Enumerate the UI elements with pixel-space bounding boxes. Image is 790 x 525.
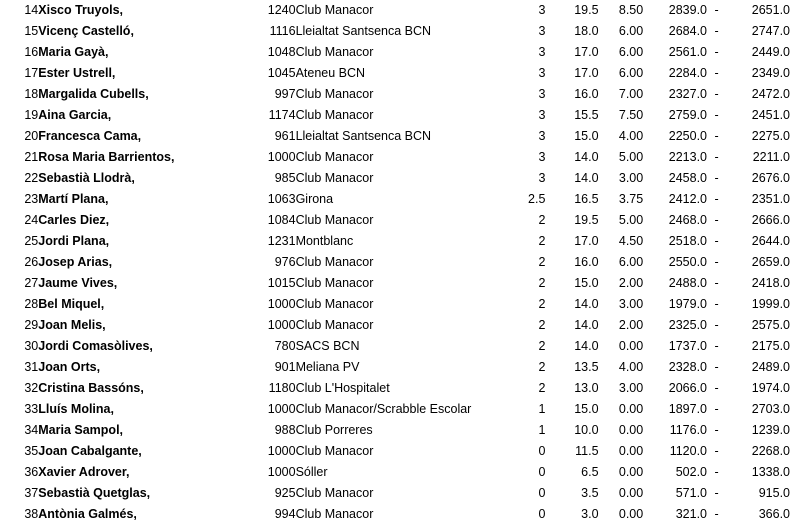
player-rank: 18: [24, 87, 39, 101]
range-dash: -: [714, 339, 719, 353]
player-points: 3: [538, 108, 546, 122]
player-points: 2: [538, 381, 546, 395]
player-spread: 19.5: [574, 213, 599, 227]
player-name: Lluís Molina,: [38, 402, 114, 416]
player-club: Club Manacor: [295, 297, 374, 311]
player-club: Girona: [295, 192, 334, 206]
player-rating: 976: [274, 255, 296, 269]
range-dash: -: [714, 507, 719, 521]
player-average: 3.00: [618, 297, 644, 311]
player-club: Montblanc: [295, 234, 354, 248]
player-rating: 901: [274, 360, 296, 374]
player-spread: 16.0: [574, 255, 599, 269]
player-points-against: 1974.0: [751, 381, 790, 395]
table-row: [0, 189, 790, 210]
player-rating: 1000: [267, 444, 296, 458]
player-points-for: 2458.0: [668, 171, 707, 185]
player-name: Carles Diez,: [38, 213, 110, 227]
player-spread: 17.0: [574, 234, 599, 248]
player-rating: 1084: [267, 213, 296, 227]
player-name: Jaume Vives,: [38, 276, 118, 290]
table-row: [0, 126, 790, 147]
player-rank: 31: [24, 360, 39, 374]
player-average: 0.00: [618, 423, 644, 437]
table-row: [0, 378, 790, 399]
player-average: 6.00: [618, 45, 644, 59]
player-points-against: 2644.0: [751, 234, 790, 248]
player-name: Cristina Bassóns,: [38, 381, 144, 395]
table-row: [0, 357, 790, 378]
player-rating: 1116: [269, 24, 296, 38]
table-row: [0, 252, 790, 273]
player-rank: 27: [24, 276, 39, 290]
player-points-against: 2275.0: [751, 129, 790, 143]
player-points-for: 502.0: [675, 465, 707, 479]
player-spread: 15.5: [574, 108, 599, 122]
player-name: Josep Arias,: [38, 255, 113, 269]
player-rank: 32: [24, 381, 39, 395]
player-name: Vicenç Castelló,: [38, 24, 134, 38]
table-row: [0, 315, 790, 336]
player-points-against: 2268.0: [751, 444, 790, 458]
player-points-against: 2703.0: [751, 402, 790, 416]
player-points-against: 2676.0: [751, 171, 790, 185]
player-points-for: 1737.0: [668, 339, 707, 353]
player-points: 3: [538, 129, 546, 143]
player-points-for: 2468.0: [668, 213, 707, 227]
player-rank: 37: [24, 486, 39, 500]
player-points-against: 2472.0: [751, 87, 790, 101]
player-rank: 29: [24, 318, 39, 332]
player-average: 3.00: [618, 381, 644, 395]
player-rank: 30: [24, 339, 39, 353]
player-points-for: 321.0: [675, 507, 707, 521]
range-dash: -: [714, 444, 719, 458]
player-rating: 1015: [267, 276, 296, 290]
player-points: 2: [538, 276, 546, 290]
player-points: 0: [538, 465, 546, 479]
player-club: Lleialtat Santsenca BCN: [295, 24, 432, 38]
player-name: Xisco Truyols,: [38, 3, 124, 17]
player-points-against: 1239.0: [751, 423, 790, 437]
player-name: Joan Cabalgante,: [38, 444, 142, 458]
player-spread: 18.0: [574, 24, 599, 38]
player-average: 0.00: [618, 339, 644, 353]
player-points-against: 2659.0: [751, 255, 790, 269]
player-points-for: 2759.0: [668, 108, 707, 122]
player-points-against: 2175.0: [751, 339, 790, 353]
player-club: Club Manacor: [295, 444, 374, 458]
range-dash: -: [714, 192, 719, 206]
table-row: [0, 105, 790, 126]
player-name: Maria Sampol,: [38, 423, 124, 437]
range-dash: -: [714, 381, 719, 395]
player-spread: 16.0: [574, 87, 599, 101]
range-dash: -: [714, 129, 719, 143]
player-name: Xavier Adrover,: [38, 465, 130, 479]
player-club: Lleialtat Santsenca BCN: [295, 129, 432, 143]
player-rank: 36: [24, 465, 39, 479]
player-club: Club Porreres: [295, 423, 373, 437]
player-points-for: 1120.0: [669, 444, 707, 458]
player-points-against: 2666.0: [751, 213, 790, 227]
player-rating: 1231: [267, 234, 296, 248]
player-average: 0.00: [618, 402, 644, 416]
player-rank: 20: [24, 129, 39, 143]
range-dash: -: [714, 3, 719, 17]
range-dash: -: [714, 360, 719, 374]
player-points: 2: [538, 213, 546, 227]
player-points-for: 2250.0: [668, 129, 707, 143]
player-average: 4.00: [618, 360, 644, 374]
range-dash: -: [714, 486, 719, 500]
table-row: [0, 483, 790, 504]
player-average: 7.50: [618, 108, 644, 122]
player-rating: 925: [274, 486, 296, 500]
range-dash: -: [714, 66, 719, 80]
player-spread: 14.0: [574, 171, 599, 185]
player-rank: 14: [24, 3, 39, 17]
player-rank: 38: [24, 507, 39, 521]
player-spread: 3.5: [581, 486, 599, 500]
player-points-against: 1999.0: [751, 297, 790, 311]
range-dash: -: [714, 171, 719, 185]
range-dash: -: [714, 213, 719, 227]
range-dash: -: [714, 423, 719, 437]
range-dash: -: [714, 234, 719, 248]
player-spread: 10.0: [574, 423, 599, 437]
table-row: [0, 294, 790, 315]
player-average: 3.00: [618, 171, 644, 185]
player-club: Club Manacor: [295, 276, 374, 290]
player-rank: 25: [24, 234, 39, 248]
player-points: 3: [538, 45, 546, 59]
player-points: 2: [538, 255, 546, 269]
player-rating: 985: [274, 171, 296, 185]
player-rating: 1174: [268, 108, 296, 122]
player-club: Club Manacor: [295, 507, 374, 521]
player-points: 1: [538, 423, 546, 437]
player-club: Club Manacor: [295, 3, 374, 17]
player-rank: 26: [24, 255, 39, 269]
range-dash: -: [714, 87, 719, 101]
player-spread: 3.0: [581, 507, 599, 521]
range-dash: -: [714, 45, 719, 59]
player-points-for: 2839.0: [668, 3, 707, 17]
player-points-for: 2327.0: [668, 87, 707, 101]
player-name: Antònia Galmés,: [38, 507, 137, 521]
player-name: Joan Orts,: [38, 360, 101, 374]
player-rating: 994: [274, 507, 296, 521]
player-spread: 19.5: [574, 3, 599, 17]
player-points: 0: [538, 444, 546, 458]
player-rating: 988: [274, 423, 296, 437]
player-rating: 1000: [267, 318, 296, 332]
player-name: Rosa Maria Barrientos,: [38, 150, 175, 164]
player-spread: 13.0: [574, 381, 599, 395]
player-points-for: 571.0: [675, 486, 707, 500]
player-club: Club Manacor: [295, 108, 374, 122]
player-name: Jordi Plana,: [38, 234, 110, 248]
player-average: 0.00: [618, 465, 644, 479]
player-average: 5.00: [618, 213, 644, 227]
table-row: [0, 462, 790, 483]
player-average: 4.00: [618, 129, 644, 143]
player-rating: 1000: [267, 402, 296, 416]
range-dash: -: [714, 276, 719, 290]
player-average: 5.00: [618, 150, 644, 164]
player-name: Aina Garcia,: [38, 108, 112, 122]
player-points-against: 2451.0: [751, 108, 790, 122]
player-spread: 14.0: [574, 297, 599, 311]
player-points: 2: [538, 339, 546, 353]
table-row: [0, 42, 790, 63]
player-points-for: 2684.0: [668, 24, 707, 38]
player-points-for: 1979.0: [668, 297, 707, 311]
table-row: [0, 0, 790, 21]
player-points-for: 1897.0: [668, 402, 707, 416]
player-points-against: 2747.0: [751, 24, 790, 38]
player-rank: 21: [24, 150, 39, 164]
player-points-against: 2489.0: [751, 360, 790, 374]
player-points-against: 915.0: [758, 486, 790, 500]
player-rank: 23: [24, 192, 39, 206]
player-points-against: 2575.0: [751, 318, 790, 332]
player-name: Martí Plana,: [38, 192, 109, 206]
player-average: 2.00: [618, 276, 644, 290]
range-dash: -: [714, 297, 719, 311]
range-dash: -: [714, 465, 719, 479]
player-rating: 1045: [267, 66, 296, 80]
range-dash: -: [714, 402, 719, 416]
player-club: Club Manacor: [295, 255, 374, 269]
table-row: [0, 147, 790, 168]
player-points: 2.5: [528, 192, 546, 206]
player-points-for: 2328.0: [668, 360, 707, 374]
player-name: Bel Miquel,: [38, 297, 105, 311]
player-rank: 15: [24, 24, 39, 38]
player-points: 3: [538, 171, 546, 185]
player-points-against: 2651.0: [751, 3, 790, 17]
player-rank: 19: [24, 108, 39, 122]
player-club: Club Manacor: [295, 171, 374, 185]
player-spread: 14.0: [574, 339, 599, 353]
player-points: 3: [538, 24, 546, 38]
player-points-for: 2066.0: [668, 381, 707, 395]
player-spread: 17.0: [574, 45, 599, 59]
table-row: [0, 210, 790, 231]
player-points-for: 2550.0: [668, 255, 707, 269]
player-points-for: 2284.0: [668, 66, 707, 80]
player-club: Ateneu BCN: [295, 66, 366, 80]
player-spread: 15.0: [574, 276, 599, 290]
player-average: 6.00: [618, 255, 644, 269]
table-row: [0, 84, 790, 105]
player-average: 0.00: [618, 507, 644, 521]
table-row: [0, 399, 790, 420]
player-points-for: 2213.0: [668, 150, 707, 164]
range-dash: -: [714, 108, 719, 122]
player-average: 2.00: [618, 318, 644, 332]
player-name: Sebastià Llodrà,: [38, 171, 135, 185]
player-rating: 961: [274, 129, 296, 143]
table-row: [0, 168, 790, 189]
player-points: 2: [538, 234, 546, 248]
player-spread: 6.5: [581, 465, 599, 479]
player-points-against: 2351.0: [751, 192, 790, 206]
player-rank: 16: [24, 45, 39, 59]
player-rank: 33: [24, 402, 39, 416]
player-rating: 1000: [267, 297, 296, 311]
player-spread: 13.5: [574, 360, 599, 374]
range-dash: -: [714, 255, 719, 269]
player-rating: 1000: [267, 465, 296, 479]
player-spread: 14.0: [574, 318, 599, 332]
table-row: [0, 63, 790, 84]
player-points: 3: [538, 66, 546, 80]
player-average: 3.75: [618, 192, 644, 206]
player-club: Club Manacor/Scrabble Escolar: [295, 402, 472, 416]
player-average: 8.50: [618, 3, 644, 17]
player-rating: 1000: [267, 150, 296, 164]
player-points: 2: [538, 297, 546, 311]
player-average: 4.50: [618, 234, 644, 248]
player-rank: 17: [24, 66, 39, 80]
player-points-against: 366.0: [758, 507, 790, 521]
player-points-for: 1176.0: [669, 423, 707, 437]
table-row: [0, 273, 790, 294]
player-points: 3: [538, 150, 546, 164]
player-rank: 35: [24, 444, 39, 458]
player-points-for: 2325.0: [668, 318, 707, 332]
player-points: 2: [538, 318, 546, 332]
table-row: [0, 504, 790, 525]
player-points-for: 2412.0: [668, 192, 707, 206]
player-points-against: 2449.0: [751, 45, 790, 59]
player-name: Joan Melis,: [38, 318, 106, 332]
player-club: Meliana PV: [295, 360, 360, 374]
player-rating: 1240: [267, 3, 296, 17]
player-points: 3: [538, 87, 546, 101]
player-points-for: 2561.0: [668, 45, 707, 59]
player-rank: 28: [24, 297, 39, 311]
player-average: 0.00: [618, 486, 644, 500]
player-points-against: 1338.0: [751, 465, 790, 479]
player-club: SACS BCN: [295, 339, 360, 353]
player-name: Sebastià Quetglas,: [38, 486, 151, 500]
player-rating: 1048: [267, 45, 296, 59]
player-spread: 14.0: [574, 150, 599, 164]
table-row: [0, 420, 790, 441]
player-average: 6.00: [618, 24, 644, 38]
player-rank: 22: [24, 171, 39, 185]
player-club: Club Manacor: [295, 87, 374, 101]
player-points-for: 2488.0: [668, 276, 707, 290]
player-name: Maria Gayà,: [38, 45, 109, 59]
player-spread: 15.0: [574, 129, 599, 143]
player-club: Club Manacor: [295, 318, 374, 332]
player-club: Club Manacor: [295, 150, 374, 164]
player-average: 0.00: [618, 444, 644, 458]
player-points-against: 2349.0: [751, 66, 790, 80]
player-rating: 1180: [268, 381, 296, 395]
player-club: Club Manacor: [295, 213, 374, 227]
player-points-against: 2211.0: [752, 150, 790, 164]
player-points: 1: [538, 402, 546, 416]
player-club: Club Manacor: [295, 486, 374, 500]
range-dash: -: [714, 318, 719, 332]
player-name: Margalida Cubells,: [38, 87, 149, 101]
player-name: Jordi Comasòlives,: [38, 339, 153, 353]
player-points: 0: [538, 507, 546, 521]
table-row: [0, 231, 790, 252]
player-spread: 16.5: [574, 192, 599, 206]
player-points: 3: [538, 3, 546, 17]
player-average: 7.00: [618, 87, 644, 101]
range-dash: -: [714, 150, 719, 164]
player-average: 6.00: [618, 66, 644, 80]
player-points: 2: [538, 360, 546, 374]
player-spread: 15.0: [574, 402, 599, 416]
player-rank: 34: [24, 423, 39, 437]
player-club: Sóller: [295, 465, 328, 479]
player-points: 0: [538, 486, 546, 500]
player-rank: 24: [24, 213, 39, 227]
table-row: [0, 336, 790, 357]
range-dash: -: [714, 24, 719, 38]
table-row: [0, 441, 790, 462]
player-rating: 1063: [267, 192, 296, 206]
player-points-against: 2418.0: [751, 276, 790, 290]
player-name: Ester Ustrell,: [38, 66, 116, 80]
player-rating: 780: [274, 339, 296, 353]
player-club: Club L'Hospitalet: [295, 381, 390, 395]
player-rating: 997: [274, 87, 296, 101]
player-name: Francesca Cama,: [38, 129, 142, 143]
player-club: Club Manacor: [295, 45, 374, 59]
table-row: [0, 21, 790, 42]
player-spread: 11.5: [575, 444, 599, 458]
player-spread: 17.0: [574, 66, 599, 80]
player-points-for: 2518.0: [668, 234, 707, 248]
